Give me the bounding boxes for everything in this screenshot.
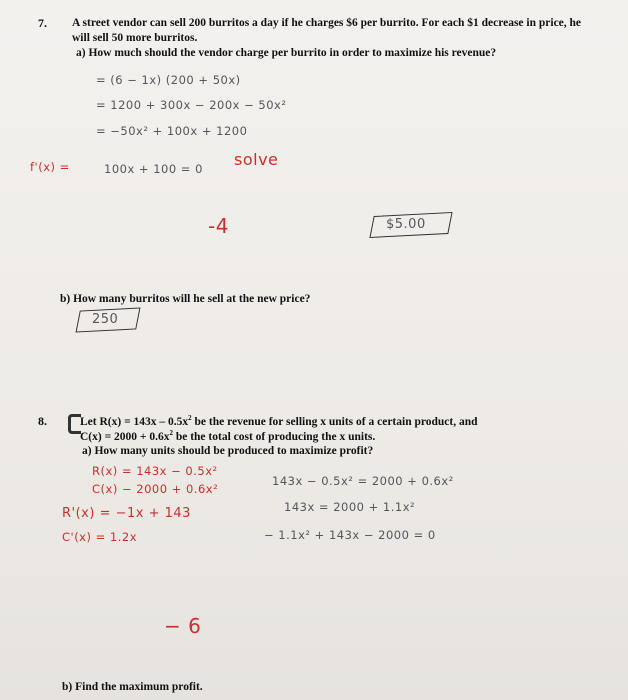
cost-derivative-line: C'(x) = 1.2x: [62, 530, 138, 544]
equation-line-1: 143x − 0.5x² = 2000 + 0.6x²: [272, 474, 454, 488]
problem-7-number: 7.: [38, 16, 47, 30]
problem-8-text-line2: $C(x) = 2000 + 0.6x^2$ be the total cost of producing the x units.: [80, 429, 376, 443]
problem-7-text-line1: A street vendor can sell 200 burritos a day if he charges $6 per burrito. For each $1 decrease in price, he: [72, 17, 582, 29]
problem-8-text-line1: Let $R(x) = 143x - 0.5x^2$ be the revenue for selling x units of a certain product, and: [80, 414, 478, 428]
work-line-2: = 1200 + 300x − 200x − 50x²: [96, 98, 287, 112]
equation-line-2: 143x = 2000 + 1.1x²: [284, 500, 416, 514]
problem-8-number: 8.: [38, 414, 47, 428]
answer-b-value: 250: [92, 312, 119, 327]
work-line-3: = −50x² + 100x + 1200: [96, 124, 248, 138]
derivative-label: f'(x) =: [30, 160, 70, 174]
cost-line: C(x) − 2000 + 0.6x²: [92, 482, 219, 496]
equation-line-3: − 1.1x² + 143x − 2000 = 0: [264, 528, 436, 542]
problem-8-part-b: b) Find the maximum profit.: [62, 681, 203, 693]
units-answer: − 6: [164, 614, 202, 638]
problem-7-part-a: a) How much should the vendor charge per burrito in order to maximize his revenue?: [76, 47, 497, 59]
answer-a-value: $5.00: [386, 217, 426, 232]
derivative-expression: 100x + 100 = 0: [104, 162, 203, 176]
problem-7-text-line2: will sell 50 more burritos.: [72, 32, 198, 44]
revenue-derivative-line: R'(x) = −1x + 143: [62, 506, 191, 521]
problem-7-part-b: b) How many burritos will he sell at the new price?: [60, 293, 311, 305]
revenue-line: R(x) = 143x − 0.5x²: [92, 464, 218, 478]
solve-note: solve: [234, 150, 279, 169]
work-line-1: = (6 − 1x) (200 + 50x): [96, 73, 241, 87]
critical-point-answer: -4: [208, 214, 229, 238]
problem-8-part-a: a) How many units should be produced to maximize profit?: [82, 445, 374, 457]
